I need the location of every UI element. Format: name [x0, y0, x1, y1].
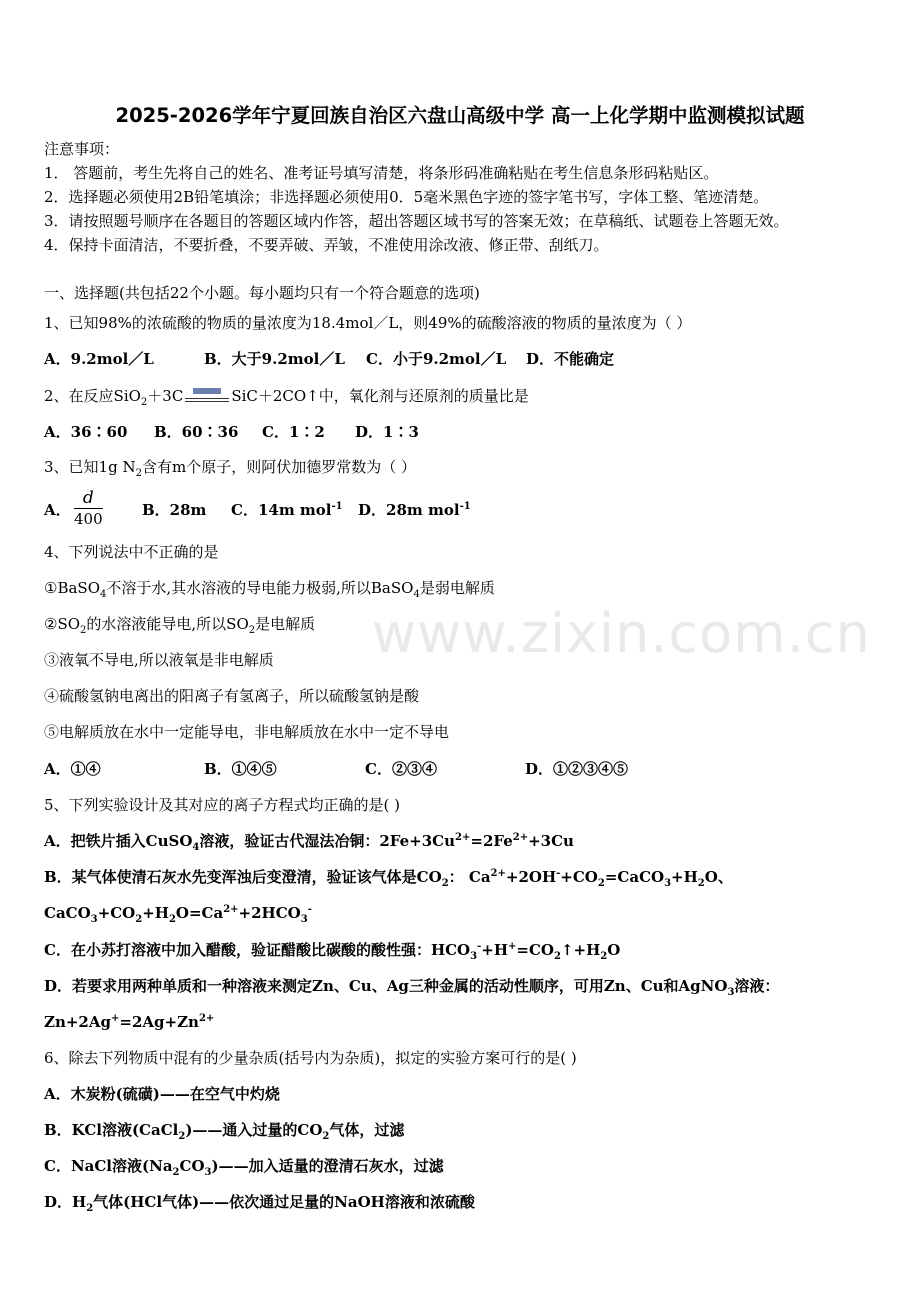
option-b: B．大于9.2mol／L — [204, 350, 345, 368]
option-a: A．36∶60 — [44, 423, 128, 441]
option-d: D．不能确定 — [526, 350, 615, 368]
notice-item-1: 1． 答题前，考生先将自己的姓名、准考证号填写清楚，将条形码准确粘贴在考生信息条形码粘贴区。 — [44, 164, 719, 182]
question-6-option-d: D．$H_2$气体(HCl气体)——依次通过足量的NaOH溶液和浓硫酸 — [44, 1193, 475, 1214]
question-5-option-c: C．在小苏打溶液中加入醋酸，验证醋酸比碳酸的酸性强：$HCO_3^-+H^+=CO_2↑+H_2O$ — [44, 941, 621, 962]
question-6-option-c: C．NaCl溶液$(Na_2CO_3)——$加入适量的澄清石灰水，过滤 — [44, 1157, 444, 1178]
option-b: B．①④⑤ — [204, 760, 277, 778]
option-d: D．1∶3 — [355, 423, 419, 441]
option-a-fraction: $\frac{d}{400}$ — [74, 488, 103, 528]
question-6-option-b: B．KCl溶液(CaCl$_2$)——通入过量的$CO_2$气体，过滤 — [44, 1121, 405, 1142]
statement-1: ①BaSO$_4$不溶于水,其水溶液的导电能力极弱,所以BaSO$_4$是弱电解质 — [44, 579, 495, 600]
notice-item-3: 3．请按照题号顺序在各题目的答题区域内作答，超出答题区域书写的答案无效；在草稿纸、试题卷上答题无效。 — [44, 212, 789, 230]
option-a: A．9.2mol／L — [44, 350, 154, 368]
option-a-label: A． — [44, 501, 71, 519]
notice-item-2: 2．选择题必须使用2B铅笔填涂；非选择题必须使用0．5毫米黑色字迹的签字笔书写，字体工整、笔迹清楚。 — [44, 188, 769, 206]
reaction-condition-arrow — [185, 390, 229, 404]
option-c: C．1∶2 — [262, 423, 325, 441]
question-5-option-b-line-2: $CaCO_3+CO_2+H_2O=Ca^{2+}+2HCO_3^-$ — [44, 904, 312, 925]
option-a: A．①④ — [44, 760, 101, 778]
option-c: C．②③④ — [365, 760, 437, 778]
question-5-option-a: A．把铁片插入CuSO$_4$溶液，验证古代湿法冶铜：$2Fe+3Cu^{2+}=2Fe^{2+}+3Cu$ — [44, 832, 574, 853]
option-b: B．60∶36 — [154, 423, 239, 441]
question-3-options — [44, 490, 900, 532]
question-5-option-b-line-1: B．某气体使清石灰水先变浑浊后变澄清，验证该气体是$CO_2$： $Ca^{2+}+2OH^-+CO_2=CaCO_3+H_2O$、 — [44, 868, 733, 889]
question-2-stem: 2、在反应SiO$_2$＋3C SiC＋2CO↑中，氧化剂与还原剂的质量比是 — [44, 387, 529, 408]
question-5-option-d-line-2: $Zn+2Ag^+=2Ag+Zn^{2+}$ — [44, 1013, 215, 1031]
notice-item-4: 4．保持卡面清洁，不要折叠，不要弄破、弄皱，不准使用涂改液、修正带、刮纸刀。 — [44, 236, 609, 254]
option-c: C．小于9.2mol／L — [366, 350, 507, 368]
statement-4: ④硫酸氢钠电离出的阳离子有氢离子，所以硫酸氢钠是酸 — [44, 687, 420, 705]
question-1-stem: 1、已知98%的浓硫酸的物质的量浓度为18.4mol／L，则49%的硫酸溶液的物质的量浓度为（ ） — [44, 314, 692, 332]
question-5-stem: 5、下列实验设计及其对应的离子方程式均正确的是( ) — [44, 796, 401, 814]
question-4-stem: 4、下列说法中不正确的是 — [44, 543, 219, 561]
option-b: B．28m — [142, 501, 207, 519]
question-6-stem: 6、除去下列物质中混有的少量杂质(括号内为杂质)，拟定的实验方案可行的是( ) — [44, 1049, 577, 1067]
statement-5: ⑤电解质放在水中一定能导电，非电解质放在水中一定不导电 — [44, 723, 450, 741]
question-3-stem: 3、已知1g $N_2$含有m个原子，则阿伏加德罗常数为（ ） — [44, 458, 416, 479]
page-title: 2025-2026学年宁夏回族自治区六盘山高级中学 高一上化学期中监测模拟试题 — [115, 104, 805, 127]
question-6-option-a: A．木炭粉(硫磺)——在空气中灼烧 — [44, 1085, 280, 1103]
question-5-option-d-line-1: D．若要求用两种单质和一种溶液来测定Zn、Cu、Ag三种金属的活动性顺序，可用Zn、Cu和AgNO$_3$溶液： — [44, 977, 780, 998]
option-d: D．①②③④⑤ — [525, 760, 629, 778]
notice-heading: 注意事项： — [44, 140, 120, 158]
watermark: www.zixin.com.cn — [372, 602, 871, 665]
section-heading: 一、选择题(共包括22个小题。每小题均只有一个符合题意的选项) — [44, 284, 480, 302]
statement-3: ③液氧不导电,所以液氧是非电解质 — [44, 651, 274, 669]
statement-2: $②SO_2$的水溶液能导电,所以$SO_2$是电解质 — [44, 615, 316, 636]
option-c: C．14m mol$^{-1}$ — [231, 501, 343, 519]
option-d: D．28m mol$^{-1}$ — [358, 501, 471, 519]
